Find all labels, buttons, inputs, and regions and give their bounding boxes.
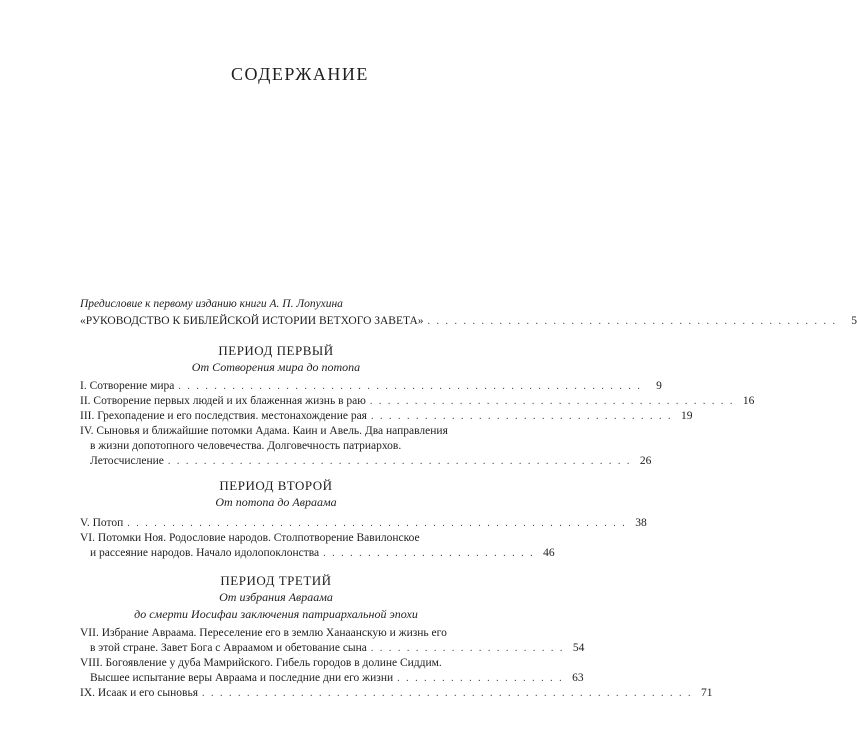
dot-leader: . . . . . . . . . . . . . . . . . . . . . . . . . . . . . . . . . . . . . . . . . . . . . . . . . . . . . . . . bbox=[127, 518, 627, 529]
page-number: 46 bbox=[543, 547, 555, 559]
entry-label: I. Сотворение мира bbox=[80, 380, 175, 392]
preface-intro: Предисловие к первому изданию книги А. П. Лопухина bbox=[80, 298, 343, 310]
entry-label: в этой стране. Завет Бога с Авраамом и обетование сына bbox=[90, 642, 367, 654]
toc-entry-line[interactable]: IV. Сыновья и ближайшие потомки Адама. Каин и Авель. Два направления bbox=[80, 425, 448, 437]
entry-label: Летосчисление bbox=[90, 455, 164, 467]
dot-leader: . . . . . . . . . . . . . . . . . . . bbox=[397, 673, 564, 684]
toc-entry-line[interactable]: VI. Потомки Ноя. Родословие народов. Столпотворение Вавилонское bbox=[80, 532, 420, 544]
page-number: 71 bbox=[701, 687, 713, 699]
period-heading: ПЕРИОД ПЕРВЫЙ bbox=[218, 343, 334, 358]
dot-leader: . . . . . . . . . . . . . . . . . . . . . . . . . . . . . . . . . . . . . . . . . bbox=[369, 396, 735, 407]
page-number: 5 bbox=[851, 315, 857, 327]
period-subheading: От потопа до Авраама bbox=[215, 495, 337, 509]
entry-label: III. Грехопадение и его последствия. местонахождение рая bbox=[80, 410, 367, 422]
entry-label: и рассеяние народов. Начало идолопоклонства bbox=[90, 547, 320, 559]
toc-entry[interactable] bbox=[80, 546, 555, 561]
entry-label: «РУКОВОДСТВО К БИБЛЕЙСКОЙ ИСТОРИИ ВЕТХОГО ЗАВЕТА» bbox=[80, 315, 424, 327]
dot-leader: . . . . . . . . . . . . . . . . . . . . . . . . . . . . . . . . . . . . . . . . . . . . . . . . . . . . bbox=[167, 456, 632, 467]
dot-leader: . . . . . . . . . . . . . . . . . . . . . . . . bbox=[323, 548, 535, 559]
page-number: 38 bbox=[635, 517, 647, 529]
page-number: 54 bbox=[572, 642, 585, 654]
dot-leader: . . . . . . . . . . . . . . . . . . . . . . . . . . . . . . . . . . . . . . . . . . . . . . . . . . . . bbox=[178, 381, 642, 392]
toc-entry[interactable] bbox=[80, 641, 585, 656]
toc-entry-line[interactable]: в жизни допотопного человечества. Долговечность патриархов. bbox=[90, 440, 402, 452]
toc-entry-line[interactable]: VII. Избрание Авраама. Переселение его в землю Ханаанскую и жизнь его bbox=[80, 627, 447, 639]
toc-entry[interactable] bbox=[80, 686, 713, 701]
toc-entry-line[interactable]: VIII. Богоявление у дуба Мамрийского. Гибель городов в долине Сиддим. bbox=[80, 657, 442, 669]
toc-entry[interactable] bbox=[80, 671, 584, 686]
toc-entry[interactable] bbox=[80, 379, 662, 394]
period-subheading: до смерти Иосифаи заключения патриархальной эпохи bbox=[134, 607, 418, 621]
dot-leader: . . . . . . . . . . . . . . . . . . . . . . . . . . . . . . . . . . . . . . . . . . . . . . bbox=[427, 316, 838, 327]
period-heading: ПЕРИОД ТРЕТИЙ bbox=[220, 573, 332, 588]
page-number: 19 bbox=[680, 410, 693, 422]
entry-label: V. Потоп bbox=[80, 517, 124, 529]
page-title: СОДЕРЖАНИЕ bbox=[231, 64, 369, 84]
page-number: 63 bbox=[572, 672, 584, 684]
entry-label: Высшее испытание веры Авраама и последние дни его жизни bbox=[90, 672, 394, 684]
toc-entry[interactable] bbox=[80, 454, 652, 469]
page-number: 16 bbox=[742, 395, 755, 407]
period-subheading: От Сотворения мира до потопа bbox=[191, 360, 361, 374]
page-number: 9 bbox=[656, 380, 662, 392]
toc-entry[interactable] bbox=[80, 516, 647, 531]
entry-label: IX. Исаак и его сыновья bbox=[80, 687, 198, 699]
page-number: 26 bbox=[639, 455, 652, 467]
toc-entry[interactable] bbox=[80, 394, 755, 409]
dot-leader: . . . . . . . . . . . . . . . . . . . . . . bbox=[370, 643, 565, 654]
period-heading: ПЕРИОД ВТОРОЙ bbox=[219, 478, 333, 493]
dot-leader: . . . . . . . . . . . . . . . . . . . . . . . . . . . . . . . . . . . . . . . . . . . . . . . . . . . . . . . bbox=[202, 688, 693, 699]
entry-label: II. Сотворение первых людей и их блаженная жизнь в раю bbox=[80, 395, 366, 407]
toc-entry[interactable] bbox=[80, 409, 693, 424]
dot-leader: . . . . . . . . . . . . . . . . . . . . . . . . . . . . . . . . . . bbox=[370, 411, 673, 422]
toc-entry-preface[interactable] bbox=[80, 314, 857, 329]
period-subheading: От избрания Авраама bbox=[219, 590, 333, 604]
